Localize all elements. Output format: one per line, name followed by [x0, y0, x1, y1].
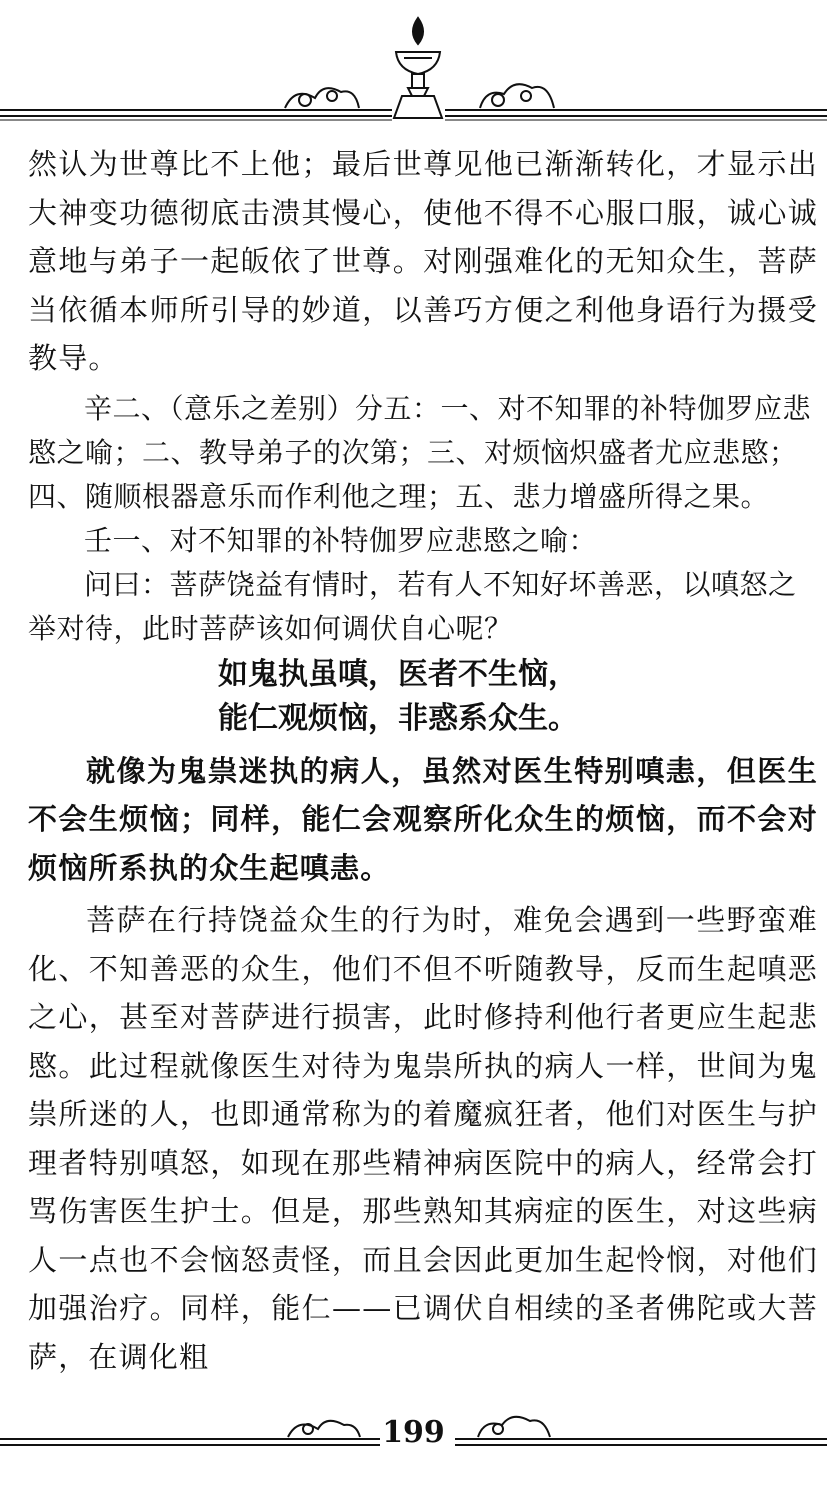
butter-lamp-icon: [394, 18, 442, 118]
page-body: [28, 140, 818, 1381]
page-footer: [0, 1405, 827, 1465]
verse-line-1: 如鬼执虽嗔，医者不生恼，: [218, 656, 578, 692]
section-heading-ren-yi: 壬一、对不知罪的补特伽罗应悲愍之喻：: [84, 523, 598, 557]
section-heading-xin-er: 辛二、（意乐之差别）分五：一、对不知罪的补特伽罗应悲愍之喻；二、教导弟子的次第；三、对烦恼炽盛者尤应悲愍；四、随顺根器意乐而作利他之理；五、悲力增盛所得之果。: [28, 391, 812, 513]
commentary-paragraph: 就像为鬼祟迷执的病人，虽然对医生特别嗔恚，但医生不会生烦恼；同样，能仁会观察所化众生的烦恼，而不会对烦恼所系执的众生起嗔恚。: [28, 753, 818, 885]
verse-line-2: 能仁观烦恼，非惑系众生。: [218, 700, 578, 736]
explanation-paragraph: 菩萨在行持饶益众生的行为时，难免会遇到一些野蛮难化、不知善恶的众生，他们不但不听随教导，反而生起嗔恶之心，甚至对菩萨进行损害，此时修持利他行者更应生起悲愍。此过程就像医生对待为鬼祟所执的病人一样，世间为鬼祟所迷的人，也即通常称为的着魔疯狂者，他们对医生与护理者特别嗔怒，如现在那些精神病医院中的病人，经常会打骂伤害医生护士。但是，那些熟知其病症的医生，对这些病人一点也不会恼怒责怪，而且会因此更加生起怜悯，对他们加强治疗。同样，能仁——已调伏自相续的圣者佛陀或大菩萨，在调化粗: [28, 903, 818, 1374]
page-header-ornament: [0, 0, 827, 140]
cloud-ornament-right-icon: [480, 84, 554, 108]
root-verse: [28, 653, 818, 741]
question-paragraph: 问曰：菩萨饶益有情时，若有人不知好坏善恶，以嗔怒之举对待，此时菩萨该如何调伏自心呢？: [28, 567, 797, 645]
header-rule: [0, 0, 827, 140]
page-number: 199: [382, 1415, 445, 1450]
paragraph-continued: 然认为世尊比不上他；最后世尊见他已渐渐转化，才显示出大神变功德彻底击溃其慢心，使他不得不心服口服，诚心诚意地与弟子一起皈依了世尊。对刚强难化的无知众生，菩萨当依循本师所引导的妙道，以善巧方便之利他身语行为摄受教导。: [28, 147, 818, 375]
cloud-ornament-left-icon: [285, 88, 359, 108]
